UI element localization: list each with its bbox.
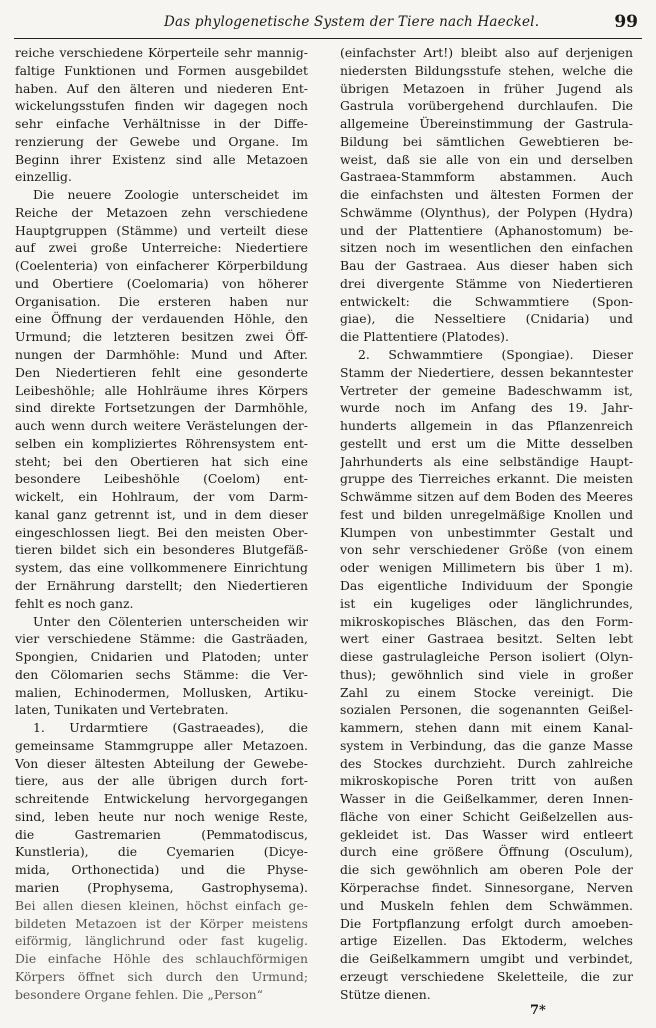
text-line: Bau der Gastraea. Aus dieser haben sich [340, 258, 633, 274]
text-line: bildeten Metazoen ist der Körper meistens [15, 915, 308, 931]
text-line: und Muskeln fehlen dem Schwämmen. [340, 897, 633, 913]
text-line: Zahl zu einem Stocke vereinigt. Die [340, 684, 633, 700]
text-line: niedersten Bildungsstufe stehen, welche die [340, 62, 633, 78]
text-line: eiförmig, länglichrund oder fast kugelig. [15, 933, 308, 949]
text-line: marien (Prophysema, Gastrophysema). [15, 879, 308, 895]
page-number: 99 [614, 12, 638, 32]
text-line: oder wenigen Millimetern bis über 1 m). [340, 560, 633, 576]
text-line: Die einfache Höhle des schlauchförmigen [15, 951, 308, 967]
text-line: diese gastrulagleiche Person isoliert (Olyn- [340, 649, 633, 665]
text-line: durch eine größere Öffnung (Osculum), [340, 844, 633, 860]
text-line: kanal ganz getrennt ist, und in dem dieser [15, 506, 308, 522]
text-line: gekleidet ist. Das Wasser wird entleert [340, 826, 633, 842]
text-line: 2. Schwammtiere (Spongiae). Dieser [358, 347, 633, 363]
text-line: giae), die Nesseltiere (Cnidaria) und [340, 311, 633, 327]
text-line: erzeugt verschiedene Skeletteile, die zur [340, 968, 633, 984]
text-line: steht; bei den Obertieren hat sich eine [15, 453, 308, 469]
text-line: die Plattentiere (Platodes). [340, 329, 509, 345]
text-line: tieren bildet sich ein besonderes Blutgefäß- [15, 542, 308, 558]
running-header [14, 10, 642, 39]
text-line: selben ein kompliziertes Röhrensystem ent- [15, 435, 308, 451]
text-line: Gastrula vorübergehend durchlaufen. Die [340, 98, 633, 114]
text-line: Die Fortpflanzung erfolgt durch amoeben- [340, 915, 633, 931]
text-line: (einfachster Art!) bleibt also auf derjenigen [340, 45, 633, 60]
text-line: vier verschiedene Stämme: die Gasträaden, [15, 631, 308, 647]
text-line: Kunstleria), die Cyemarien (Dicye- [15, 844, 308, 860]
text-line: die Geißelkammern umgibt und verbindet, [340, 951, 633, 967]
text-line: tiere, aus der alle übrigen durch fort- [15, 773, 308, 789]
text-line: Vertreter der gemeine Badeschwamm ist, [340, 382, 633, 398]
text-line: reiche verschiedene Körperteile sehr mannig- [15, 45, 308, 60]
text-line: des Stockes durchzieht. Durch zahlreiche [340, 755, 633, 771]
text-line: besondere Leibeshöhle (Coelom) ent- [15, 471, 308, 487]
text-line: renzierung der Gewebe und Organe. Im [15, 133, 308, 149]
text-line: besondere Organe fehlen. Die „Person“ [15, 986, 263, 1002]
text-line: Hauptgruppen (Stämme) und verteilt diese [15, 222, 308, 238]
text-line: auch wenn durch weitere Verästelungen der- [15, 418, 308, 434]
text-line: und Obertiere (Coelomaria) von höherer [15, 275, 308, 291]
text-line: Stamm der Niedertiere, dessen bekanntester [340, 364, 633, 380]
text-line: sind, leben heute nur noch wenige Reste, [15, 808, 308, 824]
text-line: Stütze dienen. [340, 986, 431, 1002]
text-line: system in Verbindung, das die ganze Masse [340, 737, 633, 753]
text-line: Körperachse findet. Sinnesorgane, Nerven [340, 879, 633, 895]
text-line: von sehr verschiedener Größe (von einem [340, 542, 633, 558]
text-line: malien, Echinodermen, Mollusken, Artiku- [15, 684, 308, 700]
text-line: faltige Funktionen und Formen ausgebildet [15, 62, 308, 78]
text-line: wickelt, ein Hohlraum, der vom Darm- [15, 489, 308, 505]
text-line: wert einer Gastraea besitzt. Selten lebt [340, 631, 633, 647]
text-line: Bei allen diesen kleinen, höchst einfach ge- [15, 897, 308, 913]
text-line: die einfachsten und ältesten Formen der [340, 187, 633, 203]
text-line: drei divergente Stämme von Niedertieren [340, 275, 633, 291]
text-line: die sich gewöhnlich am oberen Pole der [340, 862, 633, 878]
text-line: Jahrhunderts als eine selbständige Haupt- [340, 453, 633, 469]
right-text-column [340, 44, 633, 1003]
text-line: thus); gewöhnlich sind viele in großer [340, 666, 633, 682]
printer-signature-mark: 7* [530, 1003, 546, 1018]
text-line: mikroskopische Poren tritt von außen [340, 773, 633, 789]
text-line: Beginn ihrer Existenz sind alle Metazoen [15, 151, 308, 167]
text-line: gestellt und erst um die Mitte desselben [340, 435, 633, 451]
text-line: die Gastremarien (Pemmatodiscus, [15, 826, 308, 842]
text-line: system, das eine vollkommenere Einrichtung [15, 560, 308, 576]
text-line: fehlt es noch ganz. [15, 595, 134, 611]
text-line: mida, Orthonectida) und die Physe- [15, 862, 308, 878]
text-line: nungen der Darmhöhle: Mund und After. [15, 347, 308, 363]
text-line: hunderts allgemein in das Pflanzenreich [340, 418, 633, 434]
left-text-column [15, 44, 308, 1003]
text-line: mikroskopisches Bläschen, das den Form- [340, 613, 633, 629]
text-line: Schwämme (Olynthus), der Polypen (Hydra) [340, 204, 633, 220]
text-line: sitzen noch im wesentlichen den einfachen [340, 240, 633, 256]
text-line: wurde noch im Anfang des 19. Jahr- [340, 400, 633, 416]
text-line: sozialen Personen, die sogenannten Geißel- [340, 702, 633, 718]
text-line: (Coelenteria) von einfacherer Körperbildung [15, 258, 308, 274]
text-line: Reiche der Metazoen zehn verschiedene [15, 204, 308, 220]
text-line: schreitende Entwickelung hervorgegangen [15, 791, 308, 807]
text-line: fest und bilden unregelmäßige Knollen und [340, 506, 633, 522]
text-line: laten, Tunikaten und Vertebraten. [15, 702, 229, 718]
text-line: ist ein kugeliges oder länglichrundes, [340, 595, 633, 611]
text-line: der Ernährung darstellt; den Niedertieren [15, 577, 308, 593]
text-line: einzellig. [15, 169, 72, 185]
text-line: Körpers öffnet sich durch den Urmund; [15, 968, 308, 984]
text-line: Wasser in die Geißelkammer, deren Innen- [340, 791, 633, 807]
text-line: sehr einfache Verhältnisse in der Diffe- [15, 116, 308, 132]
text-line: Das eigentliche Individuum der Spongie [340, 577, 633, 593]
text-line: Urmund; die letzteren besitzen zwei Öff- [15, 329, 308, 345]
text-line: Klumpen von unbestimmter Gestalt und [340, 524, 633, 540]
text-line: eingeschlossen liegt. Bei den meisten Ober- [15, 524, 308, 540]
text-line: eine Öffnung der verdauenden Höhle, den [15, 311, 308, 327]
text-line: artige Eizellen. Das Ektoderm, welches [340, 933, 633, 949]
text-line: fläche von einer Schicht Geißelzellen aus- [340, 808, 633, 824]
text-line: Von dieser ältesten Abteilung der Gewebe- [15, 755, 308, 771]
text-line: allgemeine Übereinstimmung der Gastrula- [340, 116, 633, 132]
text-line: gruppe des Tierreiches erkannt. Die meisten [340, 471, 633, 487]
text-line: Bildung bei sämtlichen Gewebtieren be- [340, 133, 633, 149]
text-line: weist, daß sie alle von ein und derselben [340, 151, 633, 167]
text-line: Unter den Cölenterien unterscheiden wir [33, 613, 308, 629]
text-line: Gastraea-Stammform abstammen. Auch [340, 169, 633, 185]
text-line: sind direkte Fortsetzungen der Darmhöhle, [15, 400, 308, 416]
text-line: kammern, stehen dann mit einem Kanal- [340, 720, 633, 736]
text-line: Den Niedertieren fehlt eine gesonderte [15, 364, 308, 380]
text-line: übrigen Metazoen in früher Jugend als [340, 80, 633, 96]
text-line: und der Plattentiere (Aphanostomum) be- [340, 222, 633, 238]
text-line: Organisation. Die ersteren haben nur [15, 293, 308, 309]
text-line: den Cölomarien sechs Stämme: die Ver- [15, 666, 308, 682]
text-line: Spongien, Cnidarien und Platoden; unter [15, 649, 308, 665]
text-line: auf zwei große Unterreiche: Niedertiere [15, 240, 308, 256]
running-title: Das phylogenetische System der Tiere nach Haeckel. [164, 14, 540, 30]
text-line: entwickelt: die Schwammtiere (Spon- [340, 293, 633, 309]
text-line: Schwämme sitzen auf dem Boden des Meeres [340, 489, 633, 505]
text-line: Die neuere Zoologie unterscheidet im [33, 187, 308, 203]
text-line: wickelungsstufen finden wir dagegen noch [15, 98, 308, 114]
text-line: Leibeshöhle; alle Hohlräume ihres Körpers [15, 382, 308, 398]
text-line: gemeinsame Stammgruppe aller Metazoen. [15, 737, 308, 753]
text-line: 1. Urdarmtiere (Gastraeades), die [33, 720, 308, 736]
text-line: haben. Auf den älteren und niederen Ent- [15, 80, 308, 96]
